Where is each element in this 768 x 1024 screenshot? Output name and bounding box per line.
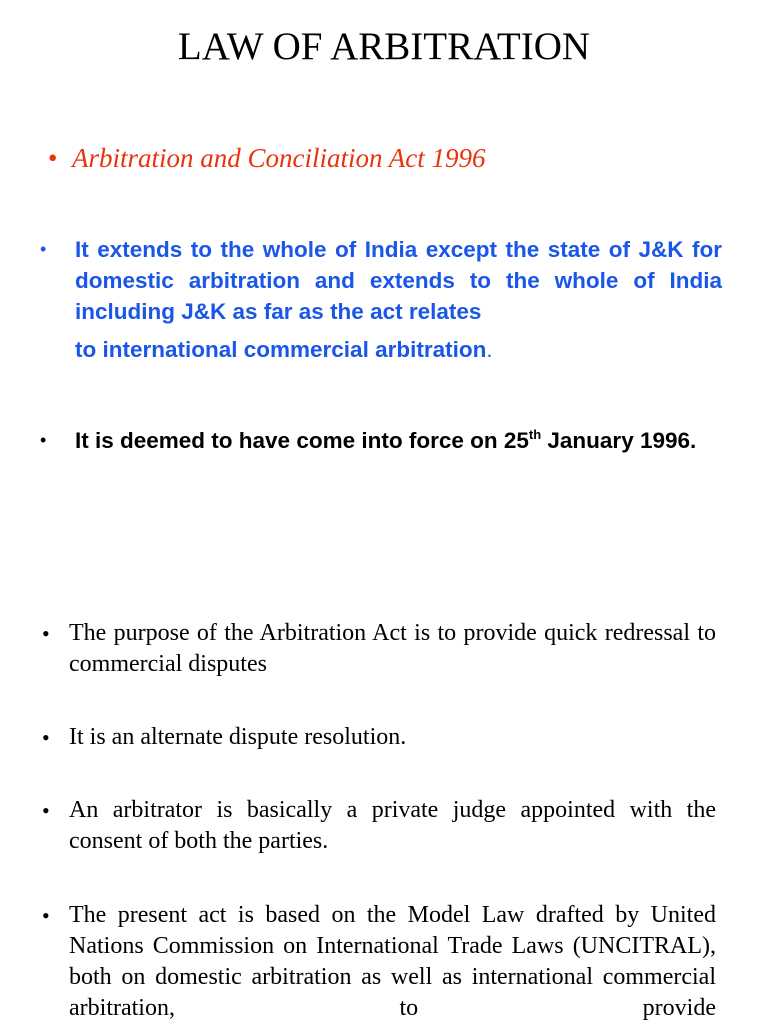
extent-text-last-line: to international commercial arbitration. [75,337,493,362]
act-name-bullet [48,140,748,176]
model-law-text: The present act is based on the Model Law drafted by United Nations Commission on International Trade Laws (UNCITRAL), both on domestic arbitration as well as international commercial arbitration, to provide [69,902,716,1021]
purpose-bullet [40,618,716,680]
extent-bullet [40,234,722,365]
extent-text [75,234,722,365]
purpose-text: The purpose of the Arbitration Act is to provide quick redressal to commercial disputes [69,620,716,677]
ordinal-suffix: th [528,427,542,442]
commencement-bullet [40,425,722,456]
bullet-marker: • [42,798,50,823]
bullet-marker: • [40,430,47,450]
bullet-marker: • [42,903,50,928]
bullet-marker: • [42,725,50,750]
model-law-bullet [40,900,716,1024]
extent-text-main: It extends to the whole of India except the state of J&K for domestic arbitration and extends to the whole of India including J&K as far as the act relates [75,237,722,324]
commencement-text: It is deemed to have come into force on 25th January 1996. [75,427,697,453]
bullet-marker: • [40,239,47,259]
adr-text: It is an alternate dispute resolution. [69,724,407,750]
arbitrator-text: An arbitrator is basically a private judge appointed with the consent of both the parties. [69,797,716,854]
bullet-marker: • [42,621,50,646]
adr-bullet [40,722,716,753]
page-title: LAW OF ARBITRATION [177,25,591,68]
arbitrator-bullet [40,795,716,857]
bullet-marker: • [48,143,58,173]
act-name: Arbitration and Conciliation Act 1996 [72,143,486,173]
